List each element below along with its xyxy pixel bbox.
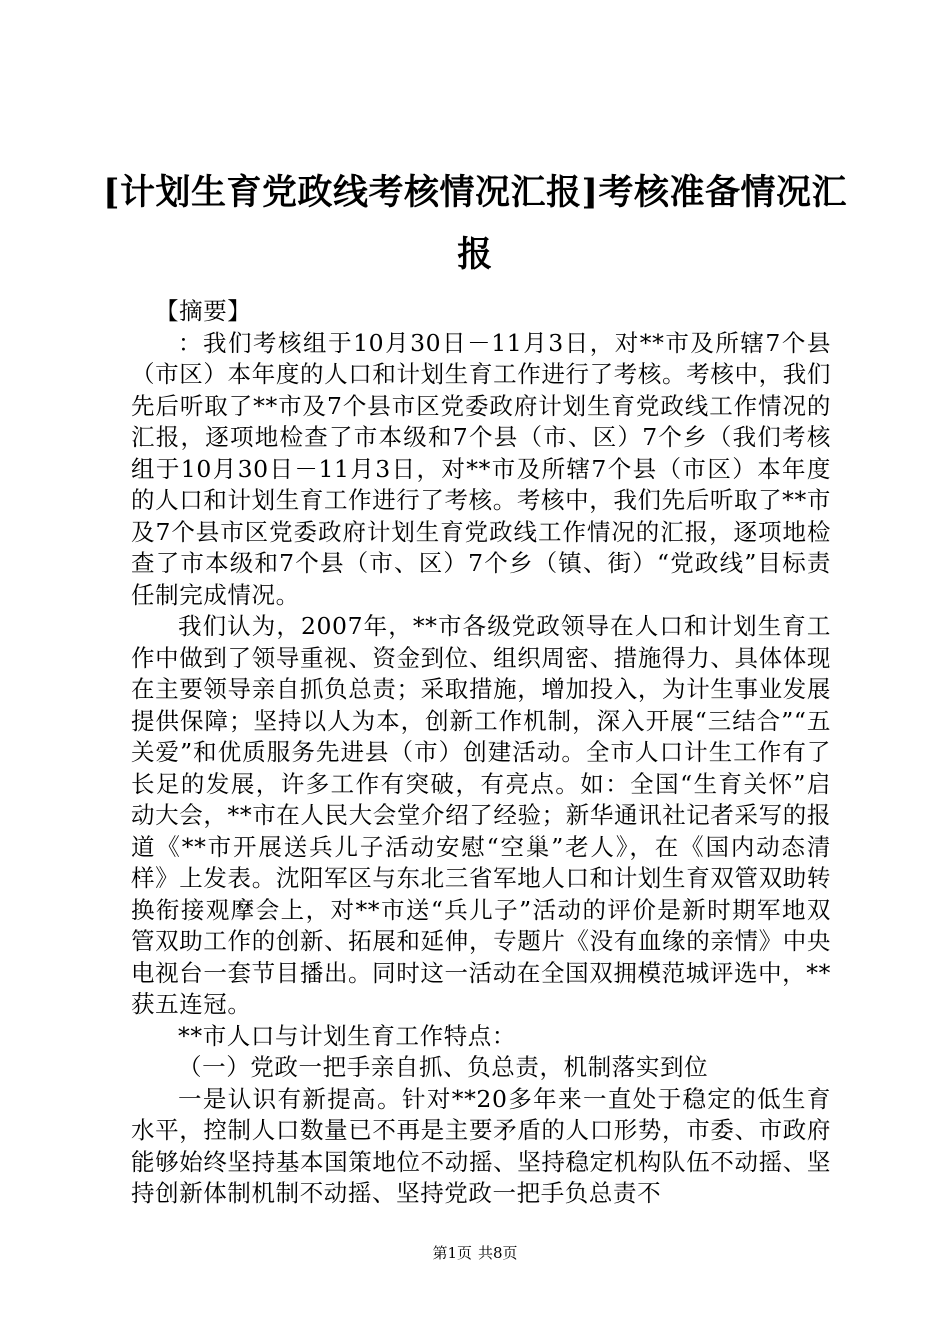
page-number: 第1页 [432,1244,472,1262]
paragraph-point-one: 一是认识有新提高。针对**20多年来一直处于稳定的低生育水平，控制人口数量已不再是主要矛盾的人口形势，市委、市政府能够始终坚持基本国策地位不动摇、坚持稳定机构队伍不动摇、坚持创新体制机制不动摇、坚持党政一把手负总责不 [131,1084,831,1207]
paragraph-features-heading: **市人口与计划生育工作特点： [178,1021,516,1050]
abstract-label: 【摘要】 [155,297,252,325]
page-footer [0,1243,950,1263]
section-heading-one: （一）党政一把手亲自抓、负总责，机制落实到位 [178,1053,709,1081]
document-title: [计划生育党政线考核情况汇报]考核准备情况汇报 [102,172,848,275]
paragraph-abstract: ：我们考核组于10月30日－11月3日，对**市及所辖7个县（市区）本年度的人口和计划生育工作进行了考核。考核中，我们先后听取了**市及7个县市区党委政府计划生育党政线工作情况的汇报，逐项地检查了市本级和7个县（市、区）7个乡（我们考核组于10月30日－11月3日，对**市及所辖7个县（市区）本年度的人口和计划生育工作进行了考核。考核中，我们先后听取了**市及7个县市区党委政府计划生育党政线工作情况的汇报，逐项地检查了市本级和7个县（市、区）7个乡（镇、街）“党政线”目标责任制完成情况。 [131,328,831,609]
paragraph-evaluation: 我们认为，2007年，**市各级党政领导在人口和计划生育工作中做到了领导重视、资金到位、组织周密、措施得力、具体体现在主要领导亲自抓负总责；采取措施，增加投入，为计生事业发展提供保障；坚持以人为本，创新工作机制，深入开展“三结合”“五关爱”和优质服务先进县（市）创建活动。全市人口计生工作有了长足的发展，许多工作有突破，有亮点。如：全国“生育关怀”启动大会，**市在人民大会堂介绍了经验；新华通讯社记者采写的报道《**市开展送兵儿子活动安慰“空巢”老人》，在《国内动态清样》上发表。沈阳军区与东北三省军地人口和计划生育双管双助转换衔接观摩会上，对**市送“兵儿子”活动的评价是新时期军地双管双助工作的创新、拓展和延伸，专题片《没有血缘的亲情》中央电视台一套节目播出。同时这一活动在全国双拥模范城评选中，**获五连冠。 [131,612,831,1018]
document-body [131,296,831,1210]
page-total: 共8页 [478,1244,518,1262]
